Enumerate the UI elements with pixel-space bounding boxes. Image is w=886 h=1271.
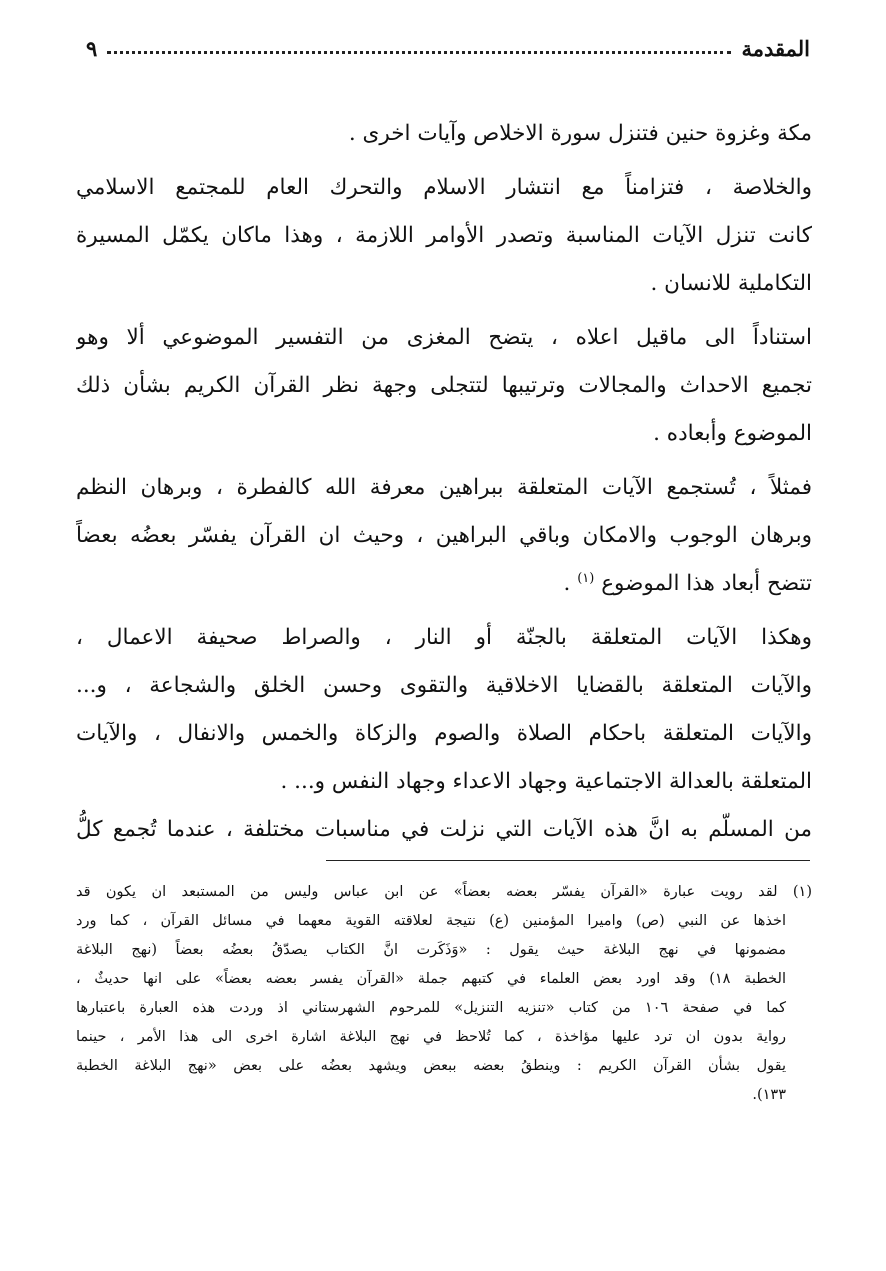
body-line: مكة وغزوة حنين فتنزل سورة الاخلاص وآيات اخرى . bbox=[348, 121, 812, 146]
footnotes bbox=[76, 878, 812, 1110]
footnote-separator bbox=[326, 860, 810, 861]
footnote-line: مضمونها في نهج البلاغة حيث يقول : «وَذَكَرت انَّ الكتاب يصدّقُ بعضُه بعضاً (نهج البلاغة bbox=[76, 942, 786, 958]
body-line-text: تتضح أبعاد هذا الموضوع bbox=[601, 571, 812, 596]
footnote-line: (١) لقد رويت عبارة «القرآن يفسّر بعضه بعضاً» عن ابن عباس وليس من المستبعد ان يكون قد bbox=[76, 884, 812, 900]
footnote-line: رواية بدون ان ترد عليها مؤاخذة ، كما تُلاحظ في نهج البلاغة اشارة اخرى الى هذا الأمر ، حينما bbox=[76, 1029, 786, 1045]
page-number: ٩ bbox=[86, 35, 98, 61]
footnote-line: ١٣٣). bbox=[752, 1087, 786, 1103]
body-line-with-footnote bbox=[76, 560, 812, 608]
body-line: فمثلاً ، تُستجمع الآيات المتعلقة ببراهين معرفة الله كالفطرة ، وبرهان النظم bbox=[76, 475, 812, 500]
footnote-line: كما في صفحة ١٠٦ من كتاب «تنزيه التنزيل» للمرحوم الشهرستاني اذ وردت هذه العبارة باعتبارها bbox=[76, 1000, 786, 1016]
body-line: الموضوع وأبعاده . bbox=[653, 421, 812, 446]
body-line: استناداً الى ماقيل اعلاه ، يتضح المغزى من التفسير الموضوعي ألا وهو bbox=[76, 325, 812, 350]
footnote-line: الخطبة ١٨) وقد اورد بعض العلماء في كتبهم جملة «القرآن يفسر بعضه بعضاً» على انها حديثٌ ، bbox=[76, 971, 786, 987]
body-line: من المسلّم به انَّ هذه الآيات التي نزلت في مناسبات مختلفة ، عندما تُجمع كلُّ bbox=[76, 817, 812, 842]
body-line: التكاملية للانسان . bbox=[650, 271, 812, 296]
chapter-title: المقدمة bbox=[741, 35, 810, 61]
footnote-reference: (١) bbox=[577, 570, 595, 586]
header-leader-dots bbox=[107, 51, 731, 54]
footnote-line: اخذها عن النبي (ص) واميرا المؤمنين (ع) نتيجة لعلاقته القوية معهما في مسائل القرآن ، كما ورد bbox=[76, 913, 786, 929]
body-line: والخلاصة ، فتزامناً مع انتشار الاسلام والتحرك العام للمجتمع الاسلامي bbox=[76, 175, 812, 200]
footnote-line: يقول بشأن القرآن الكريم : وينطقُ بعضه ببعض ويشهد بعضُه على بعض «نهج البلاغة الخطبة bbox=[76, 1058, 786, 1074]
body-line: وهكذا الآيات المتعلقة بالجنّة أو النار ، والصراط صحيفة الاعمال ، bbox=[76, 625, 812, 650]
body-line: والآيات المتعلقة باحكام الصلاة والصوم والزكاة والخمس والانفال ، والآيات bbox=[76, 721, 812, 746]
body-line: المتعلقة بالعدالة الاجتماعية وجهاد الاعداء وجهاد النفس و... . bbox=[280, 769, 812, 794]
body-line: كانت تنزل الآيات المناسبة وتصدر الأوامر اللازمة ، وهذا ماكان يكمّل المسيرة bbox=[76, 223, 812, 248]
line-end-dot: . bbox=[563, 571, 571, 596]
body-line: والآيات المتعلقة بالقضايا الاخلاقية والتقوى وحسن الخلق والشجاعة ، و... bbox=[76, 673, 812, 698]
body-line: وبرهان الوجوب والامكان وباقي البراهين ، وحيث ان القرآن يفسّر بعضُه بعضاً bbox=[76, 523, 812, 548]
body-line: تجميع الاحداث والمجالات وترتيبها لتتجلى وجهة نظر القرآن الكريم بشأن ذلك bbox=[76, 373, 812, 398]
body-text bbox=[76, 110, 812, 854]
running-header bbox=[86, 28, 810, 68]
